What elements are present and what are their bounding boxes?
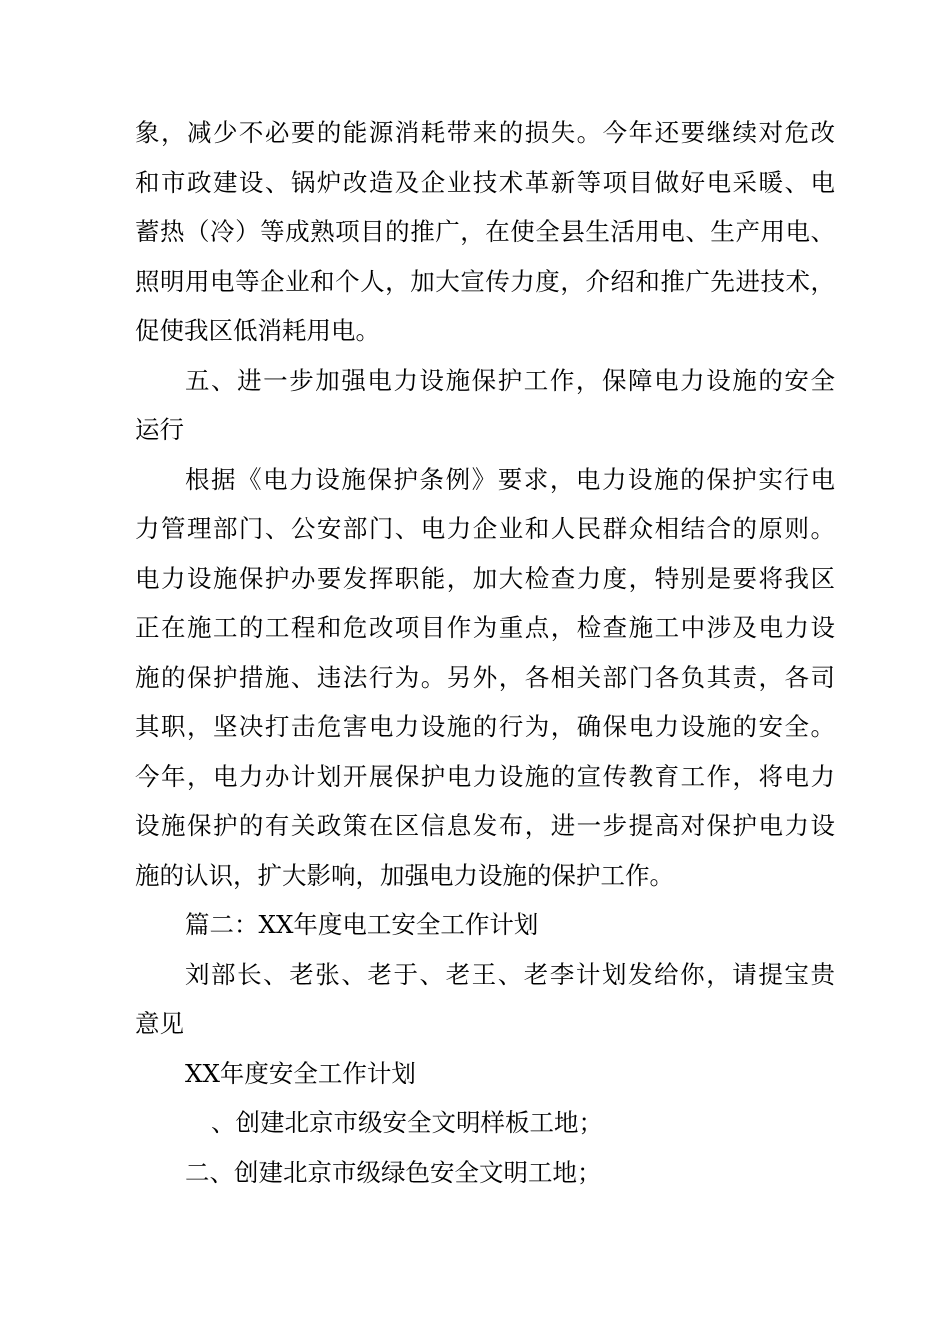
section-heading-line: 运行 bbox=[135, 415, 184, 444]
text-line: 象，减少不必要的能源消耗带来的损失。今年还要继续对危改 bbox=[135, 118, 835, 147]
text-line: 照明用电等企业和个人，加大宣传力度，介绍和推广先进技术， bbox=[135, 266, 835, 296]
text-line: 施的保护措施、违法行为。另外，各相关部门各负其责，各司 bbox=[135, 662, 835, 692]
article-title-line: 篇二：XX年度电工安全工作计划 bbox=[185, 910, 539, 939]
text-line: 其职，坚决打击危害电力设施的行为，确保电力设施的安全。 bbox=[135, 712, 835, 741]
plan-title-line: XX年度安全工作计划 bbox=[185, 1058, 416, 1088]
text-line: 和市政建设、锅炉改造及企业技术革新等项目做好电采暖、电 bbox=[135, 167, 835, 197]
text-line: 设施保护的有关政策在区信息发布，进一步提高对保护电力设 bbox=[135, 811, 835, 840]
document-body bbox=[135, 108, 835, 1197]
text-line: 意见 bbox=[135, 1009, 184, 1038]
text-line: 促使我区低消耗用电。 bbox=[135, 316, 380, 345]
list-item: 二、创建北京市级绿色安全文明工地； bbox=[185, 1157, 602, 1187]
text-line: 今年，电力办计划开展保护电力设施的宣传教育工作，将电力 bbox=[135, 761, 835, 791]
text-line: 刘部长、老张、老于、老王、老李计划发给你，请提宝贵 bbox=[185, 959, 835, 989]
text-line: 根据《电力设施保护条例》要求，电力设施的保护实行电 bbox=[185, 464, 835, 494]
text-line: 力管理部门、公安部门、电力企业和人民群众相结合的原则。 bbox=[135, 514, 835, 543]
text-line: 施的认识，扩大影响，加强电力设施的保护工作。 bbox=[135, 860, 674, 890]
text-line: 电力设施保护办要发挥职能，加大检查力度，特别是要将我区 bbox=[135, 563, 835, 593]
section-heading-line: 五、进一步加强电力设施保护工作，保障电力设施的安全 bbox=[185, 365, 835, 395]
text-line: 蓄热（冷）等成熟项目的推广，在使全县生活用电、生产用电、 bbox=[135, 217, 835, 246]
list-item: 、创建北京市级安全文明样板工地； bbox=[211, 1108, 603, 1137]
text-line: 正在施工的工程和危改项目作为重点，检查施工中涉及电力设 bbox=[135, 613, 835, 642]
